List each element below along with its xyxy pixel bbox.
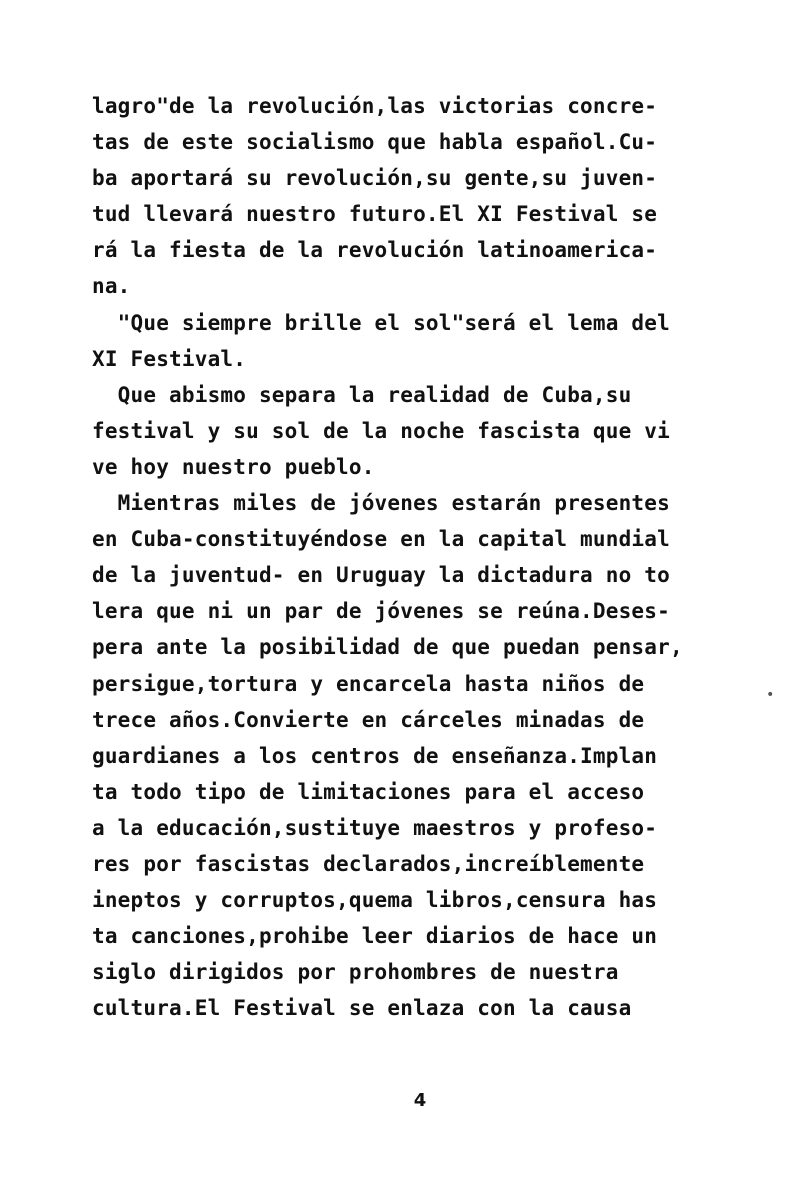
- text-line: lagro"de la revolución,las victorias concre-: [92, 94, 658, 118]
- text-line: ta canciones,prohibe leer diarios de hace un: [92, 924, 658, 949]
- text-line: en Cuba-constituyéndose en la capital mundial: [92, 527, 670, 552]
- text-line: tas de este socialismo que habla español.Cu-: [92, 130, 658, 155]
- page-number: 4: [413, 1090, 427, 1111]
- text-line: trece años.Convierte en cárceles minadas de: [92, 707, 645, 732]
- text-line: XI Festival.: [92, 346, 247, 371]
- text-line: ta todo tipo de limitaciones para el acceso: [92, 779, 645, 804]
- ink-speck-icon: •: [766, 687, 775, 703]
- text-line: rá la fiesta de la revolución latinoamerica-: [92, 238, 658, 263]
- text-line: "Que siempre brille el sol"será el lema del: [92, 310, 670, 335]
- text-line: Que abismo separa la realidad de Cuba,su: [92, 382, 632, 407]
- text-line: Mientras miles de jóvenes estarán presentes: [92, 491, 670, 516]
- text-line: de la juventud- en Uruguay la dictadura no to: [92, 563, 670, 588]
- text-line: na.: [92, 274, 131, 299]
- text-line: pera ante la posibilidad de que puedan pensar,: [92, 635, 683, 660]
- text-line: persigue,tortura y encarcela hasta niños de: [92, 671, 645, 696]
- text-line: ba aportará su revolución,su gente,su juven-: [92, 166, 658, 191]
- text-line: festival y su sol de la noche fascista que vi: [92, 418, 670, 443]
- text-line: guardianes a los centros de enseñanza.Implan: [92, 743, 658, 768]
- text-line: siglo dirigidos por prohombres de nuestra: [92, 960, 619, 985]
- text-line: ineptos y corruptos,quema libros,censura has: [92, 888, 658, 913]
- text-line: a la educación,sustituye maestros y profeso-: [92, 815, 658, 840]
- text-line: cultura.El Festival se enlaza con la causa: [92, 996, 632, 1021]
- text-line: tud llevará nuestro futuro.El XI Festival se: [92, 202, 658, 227]
- body-text: [92, 88, 775, 1026]
- text-line: ve hoy nuestro pueblo.: [92, 454, 375, 479]
- text-line: lera que ni un par de jóvenes se reúna.Deses-: [92, 599, 670, 624]
- text-line: res por fascistas declarados,increíblemente: [92, 851, 645, 876]
